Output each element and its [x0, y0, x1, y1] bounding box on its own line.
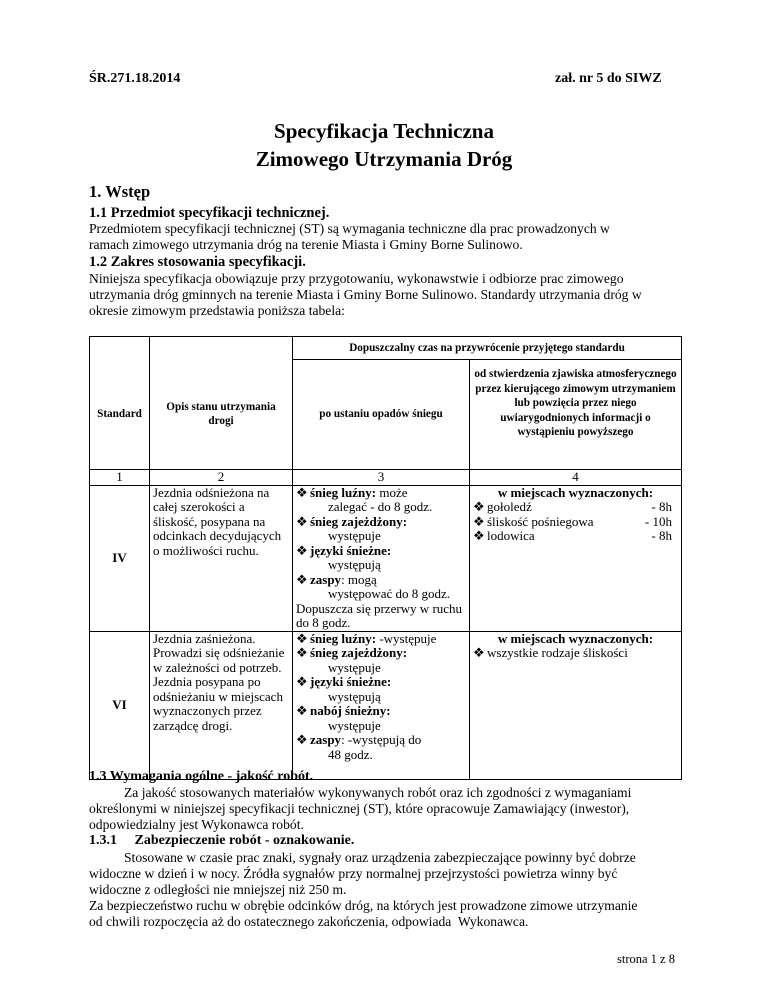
- road-state-description: Jezdnia zaśnieżona. Prowadzi się odśnieżanie w zależności od potrzeb. Jezdnia posypana po odśnieżaniu w miejscach wyznaczonych przez zarządcę drogi.: [150, 631, 293, 779]
- table-group-header: Dopuszczalny czas na przywrócenie przyjętego standardu: [293, 337, 682, 360]
- paragraph-line: widoczne w dzień i w nocy. Źródła sygnałów przy normalnej przejrzystości powietrza winny być: [89, 866, 618, 881]
- paragraph-line: określonymi w niniejszej specyfikacji technicznej (ST), które opracowuje Zamawiający (inwestor),: [89, 801, 630, 816]
- paragraph-line: Niniejsza specyfikacja obowiązuje przy przygotowaniu, wykonawstwie i odbiorze prac zimowego: [89, 271, 624, 286]
- diamond-bullet-icon: ❖: [473, 499, 485, 514]
- table-row: [90, 631, 682, 779]
- diamond-bullet-icon: ❖: [296, 542, 308, 558]
- document-reference: ŚR.271.18.2014: [89, 71, 181, 86]
- paragraph-line: Przedmiotem specyfikacji technicznej (ST) są wymagania techniczne dla prac prowadzonych w: [89, 221, 610, 236]
- designated-places-header: w miejscach wyznaczonych:: [497, 630, 654, 646]
- diamond-bullet-icon: ❖: [296, 630, 308, 646]
- paragraph-line: widoczne z odległości nie mniejszej niż 250 m.: [89, 882, 347, 897]
- column-header-after-snowfall: po ustaniu opadów śniegu: [293, 360, 470, 470]
- column-header-standard: Standard: [90, 360, 150, 470]
- standard-level: VI: [90, 631, 150, 779]
- paragraph-line: Za jakość stosowanych materiałów wykonywanych robót oraz ich zgodności z wymaganiami: [124, 785, 632, 800]
- subsection-heading: 1.1 Przedmiot specyfikacji technicznej.: [89, 205, 330, 221]
- paragraph-line: utrzymania dróg gminnych na terenie Miasta i Gminy Borne Sulinowo. Standardy utrzymania dróg w: [89, 287, 642, 302]
- paragraph-line: Stosowane w czasie prac znaki, sygnały oraz urządzenia zabezpieczające powinny być dobrze: [124, 850, 636, 865]
- diamond-bullet-icon: ❖: [296, 571, 308, 587]
- diamond-bullet-icon: ❖: [296, 703, 308, 718]
- after-snowfall-conditions: ❖ śnieg luźny: -występuje ❖ śnieg zajeżdżony: występuje ❖ języki śnieżne: występują ❖ nabój śnieżny: występuje ❖ zaspy: -występują do 48 godz.: [293, 631, 470, 779]
- diamond-bullet-icon: ❖: [473, 645, 485, 660]
- standards-table: [89, 336, 682, 780]
- column-header-from-detection: od stwierdzenia zjawiska atmosferycznego przez kierującego zimowym utrzymaniem lub powzięcia przez niego uwiarygodnionych informacji o wystąpieniu powyższego: [470, 360, 682, 470]
- diamond-bullet-icon: ❖: [296, 732, 308, 747]
- designated-places-conditions: w miejscach wyznaczonych: ❖ gołoledź - 8h ❖ śliskość pośniegowa - 10h ❖ lodowica - 8h: [470, 485, 682, 631]
- document-title-line1: Specyfikacja Techniczna: [274, 119, 494, 143]
- diamond-bullet-icon: ❖: [473, 528, 485, 543]
- column-number: 1: [90, 470, 150, 486]
- subsection-heading: 1.2 Zakres stosowania specyfikacji.: [89, 254, 306, 270]
- paragraph-line: okresie zimowym przedstawia poniższa tabela:: [89, 303, 345, 318]
- column-number: 2: [150, 470, 293, 486]
- after-snowfall-conditions: ❖ śnieg luźny: może zalegać - do 8 godz. ❖ śnieg zajeżdżony: występuje ❖ języki śnieżne: występują ❖ zaspy: mogą występować do 8 godz. Dopuszcza się przerwy w ruchu do 8 godz.: [293, 485, 470, 631]
- subsection-heading: 1.3 Wymagania ogólne - jakość robót.: [89, 769, 314, 784]
- designated-places-header: w miejscach wyznaczonych:: [497, 484, 654, 500]
- document-title-line2: Zimowego Utrzymania Dróg: [255, 147, 513, 171]
- designated-places-conditions: w miejscach wyznaczonych: ❖ wszystkie rodzaje śliskości: [470, 631, 682, 779]
- column-header-description: Opis stanu utrzymania drogi: [150, 360, 293, 470]
- attachment-number: zał. nr 5 do SIWZ: [555, 71, 662, 86]
- paragraph-line: odpowiedzialny jest Wykonawca robót.: [89, 817, 304, 832]
- interruption-note: Dopuszcza się przerwy w ruchu do 8 godz.: [296, 600, 463, 630]
- table-row: [90, 485, 682, 631]
- diamond-bullet-icon: ❖: [296, 484, 308, 500]
- section-heading: 1. Wstęp: [89, 182, 151, 201]
- standard-level: IV: [90, 485, 150, 631]
- column-number: 3: [293, 470, 470, 486]
- page-number: strona 1 z 8: [617, 952, 675, 966]
- diamond-bullet-icon: ❖: [296, 513, 308, 529]
- column-number: 4: [470, 470, 682, 486]
- road-state-description: Jezdnia odśnieżona na całej szerokości a śliskość, posypana na odcinkach decydujących o możliwości ruchu.: [150, 485, 293, 631]
- paragraph-line: Za bezpieczeństwo ruchu w obrębie odcinków dróg, na których jest prowadzone zimowe utrzymanie: [89, 898, 638, 913]
- paragraph-line: od chwili rozpoczęcia aż do ostatecznego zakończenia, odpowiada Wykonawca.: [89, 914, 529, 929]
- subsection-heading: 1.3.1 Zabezpieczenie robót - oznakowanie.: [89, 833, 355, 848]
- diamond-bullet-icon: ❖: [473, 513, 485, 529]
- paragraph-line: ramach zimowego utrzymania dróg na terenie Miasta i Gminy Borne Sulinowo.: [89, 237, 523, 252]
- diamond-bullet-icon: ❖: [296, 674, 308, 689]
- diamond-bullet-icon: ❖: [296, 645, 308, 660]
